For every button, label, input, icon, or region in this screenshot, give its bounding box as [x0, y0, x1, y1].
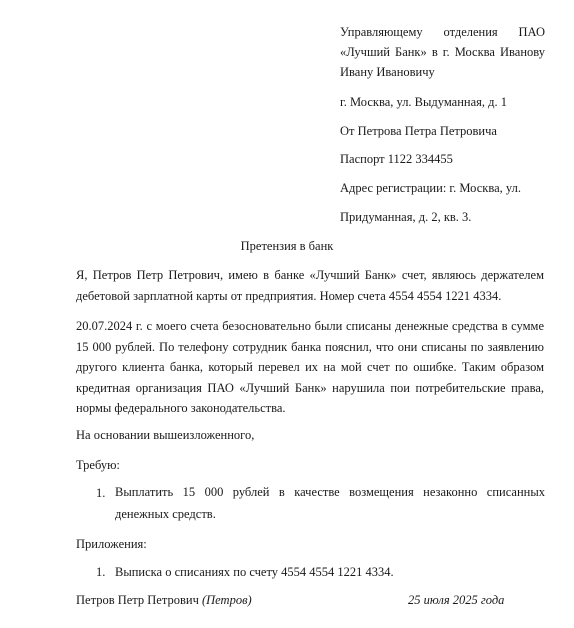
bank-address: г. Москва, ул. Выдуманная, д. 1 [340, 95, 508, 109]
demand-label: Требую: [76, 458, 120, 472]
demand-number: 1. [96, 486, 106, 500]
registration-line-2: Придуманная, д. 2, кв. 3. [340, 210, 472, 224]
addressee-line-2: «Лучший Банк» в г. Москва Иванову [340, 45, 545, 59]
paragraph-account: Я, Петров Петр Петрович, имею в банке «Лучший Банк» счет, являюсь держателем дебетовой зарплатной карты от предприятия. Номер счета 4554 4554 1221 4334. [76, 268, 544, 303]
addressee-line-1: Управляющему отделения ПАО [340, 25, 545, 39]
attachment-item: Выписка о списаниях по счету 4554 4554 1221 4334. [115, 565, 394, 579]
passport-info: Паспорт 1122 334455 [340, 152, 453, 166]
demand-item: Выплатить 15 000 рублей в качестве возмещения незаконно списанных денежных средств. [115, 485, 545, 521]
signer-name: Петров Петр Петрович [76, 593, 199, 607]
signature-block [76, 590, 252, 610]
attachments-label: Приложения: [76, 537, 147, 551]
sender-name: От Петрова Петра Петровича [340, 124, 497, 138]
addressee-line-3: Ивану Ивановичу [340, 65, 435, 79]
registration-line-1: Адрес регистрации: г. Москва, ул. [340, 181, 521, 195]
signature: (Петров) [201, 593, 252, 607]
document-title: Претензия в банк [240, 239, 334, 253]
document-date: 25 июля 2025 года [408, 593, 505, 607]
basis-line: На основании вышеизложенного, [76, 428, 255, 442]
paragraph-incident: 20.07.2024 г. с моего счета безосновательно были списаны денежные средства в сумме 15 000 рублей. По телефону сотрудник банка пояснил, что они списаны по заявлению другого клиента банка, который перевел их на мой счет по ошибке. Таким образом кредитная организация ПАО «Лучший Банк» нарушила пои потребительские права, нормы федерального законодательства. [76, 319, 544, 415]
attachment-number: 1. [96, 565, 106, 579]
